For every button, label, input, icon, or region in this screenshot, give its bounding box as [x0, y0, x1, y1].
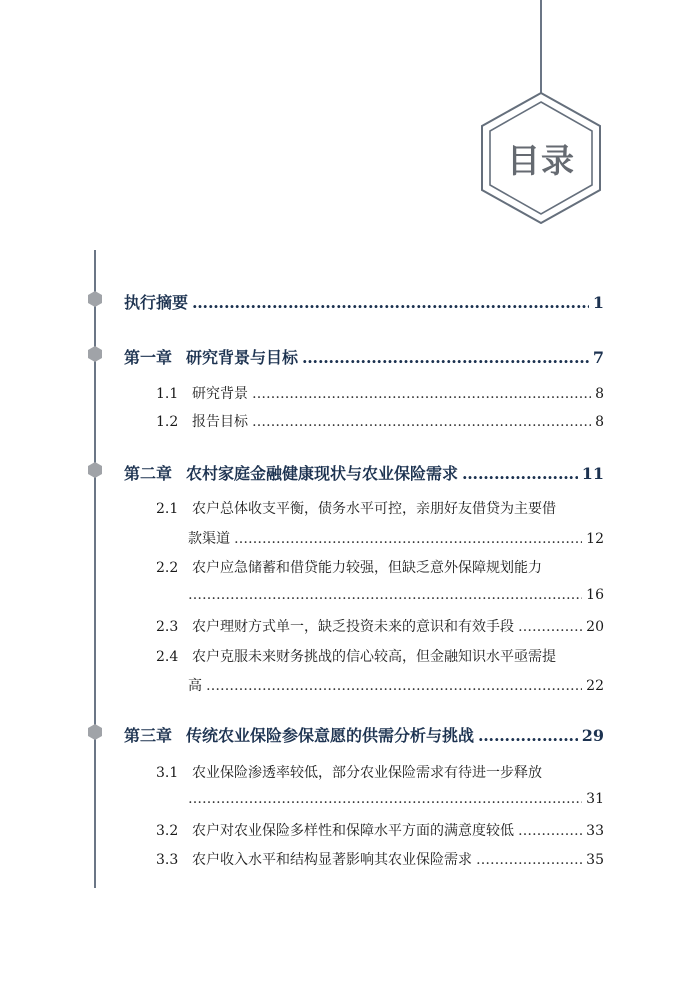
page-number: 33	[586, 823, 604, 839]
toc-entry-section-3-1[interactable]	[156, 762, 604, 782]
page-number: 8	[595, 414, 604, 430]
entry-label: 农户总体收支平衡，债务水平可控，亲朋好友借贷为主要借	[192, 501, 556, 517]
toc-entry-section-3-1-cont[interactable]	[188, 791, 604, 807]
toc-entry-section-1-1[interactable]	[156, 383, 604, 403]
toc-entry-section-2-1[interactable]	[156, 498, 604, 518]
dot-leader	[478, 726, 578, 745]
toc-entry-chapter-3[interactable]	[124, 723, 604, 746]
entry-label: 农户应急储蓄和借贷能力较强，但缺乏意外保障规划能力	[192, 560, 542, 576]
toc-entry-chapter-2[interactable]	[124, 461, 604, 484]
page-number: 12	[586, 531, 604, 547]
section-number: 2.1	[156, 501, 179, 517]
entry-label-continued: 高	[188, 678, 202, 694]
toc-entry-section-1-2[interactable]	[156, 411, 604, 431]
section-number: 2.3	[156, 619, 179, 635]
chapter-marker-hexagon-icon	[87, 462, 103, 478]
entry-label: 传统农业保险参保意愿的供需分析与挑战	[186, 726, 475, 745]
toc-entry-section-2-4[interactable]	[156, 646, 604, 666]
dot-leader	[518, 823, 582, 839]
dot-leader	[234, 531, 582, 547]
chapter-number: 第三章	[124, 726, 173, 745]
toc-entry-section-2-1-cont[interactable]	[188, 528, 604, 548]
page-number: 1	[592, 293, 604, 312]
page-title: 目录	[507, 140, 575, 180]
dot-leader	[206, 678, 582, 694]
toc-entry-section-2-2-cont[interactable]	[188, 587, 604, 603]
dot-leader	[462, 464, 578, 483]
entry-label: 研究背景	[192, 386, 248, 402]
toc-entry-section-2-2[interactable]	[156, 557, 604, 577]
section-number: 1.2	[156, 414, 179, 430]
toc-entry-executive-summary[interactable]	[124, 290, 604, 313]
section-number: 3.1	[156, 765, 179, 781]
toc-entry-section-2-4-cont[interactable]	[188, 675, 604, 695]
dot-leader	[518, 619, 582, 635]
entry-label: 执行摘要	[124, 293, 189, 312]
section-number: 2.2	[156, 560, 179, 576]
dot-leader	[188, 791, 582, 807]
toc-entry-section-3-3[interactable]	[156, 849, 604, 869]
chapter-marker-hexagon-icon	[87, 724, 103, 740]
entry-label: 农村家庭金融健康现状与农业保险需求	[186, 464, 459, 483]
entry-label: 研究背景与目标	[186, 348, 299, 367]
entry-label: 农户对农业保险多样性和保障水平方面的满意度较低	[192, 823, 514, 839]
section-number: 3.3	[156, 852, 179, 868]
entry-label: 农户收入水平和结构显著影响其农业保险需求	[192, 852, 472, 868]
dot-leader	[192, 293, 589, 312]
entry-label: 农户理财方式单一，缺乏投资未来的意识和有效手段	[192, 619, 514, 635]
page-number: 35	[586, 852, 604, 868]
section-number: 3.2	[156, 823, 179, 839]
toc-entry-chapter-1[interactable]	[124, 345, 604, 368]
entry-label-continued: 款渠道	[188, 531, 230, 547]
page-number: 20	[586, 619, 604, 635]
dot-leader	[252, 414, 591, 430]
dot-leader	[188, 587, 582, 603]
toc-entry-section-3-2[interactable]	[156, 820, 604, 840]
entry-label: 农户克服未来财务挑战的信心较高，但金融知识水平亟需提	[192, 649, 556, 665]
chapter-marker-hexagon-icon	[87, 346, 103, 362]
page-number: 16	[586, 587, 604, 603]
hanging-line	[540, 0, 542, 93]
dot-leader	[302, 348, 589, 367]
page-number: 29	[581, 726, 604, 745]
section-number: 1.1	[156, 386, 179, 402]
dot-leader	[476, 852, 582, 868]
toc-entry-section-2-3[interactable]	[156, 616, 604, 636]
entry-label: 报告目标	[192, 414, 248, 430]
page-number: 7	[592, 348, 604, 367]
page-number: 31	[586, 791, 604, 807]
chapter-number: 第二章	[124, 464, 173, 483]
section-number: 2.4	[156, 649, 179, 665]
chapter-marker-hexagon-icon	[87, 291, 103, 307]
dot-leader	[252, 386, 591, 402]
page-number: 22	[586, 678, 604, 694]
entry-label: 农业保险渗透率较低，部分农业保险需求有待进一步释放	[192, 765, 542, 781]
page-number: 8	[595, 386, 604, 402]
chapter-number: 第一章	[124, 348, 173, 367]
page-number: 11	[581, 464, 604, 483]
